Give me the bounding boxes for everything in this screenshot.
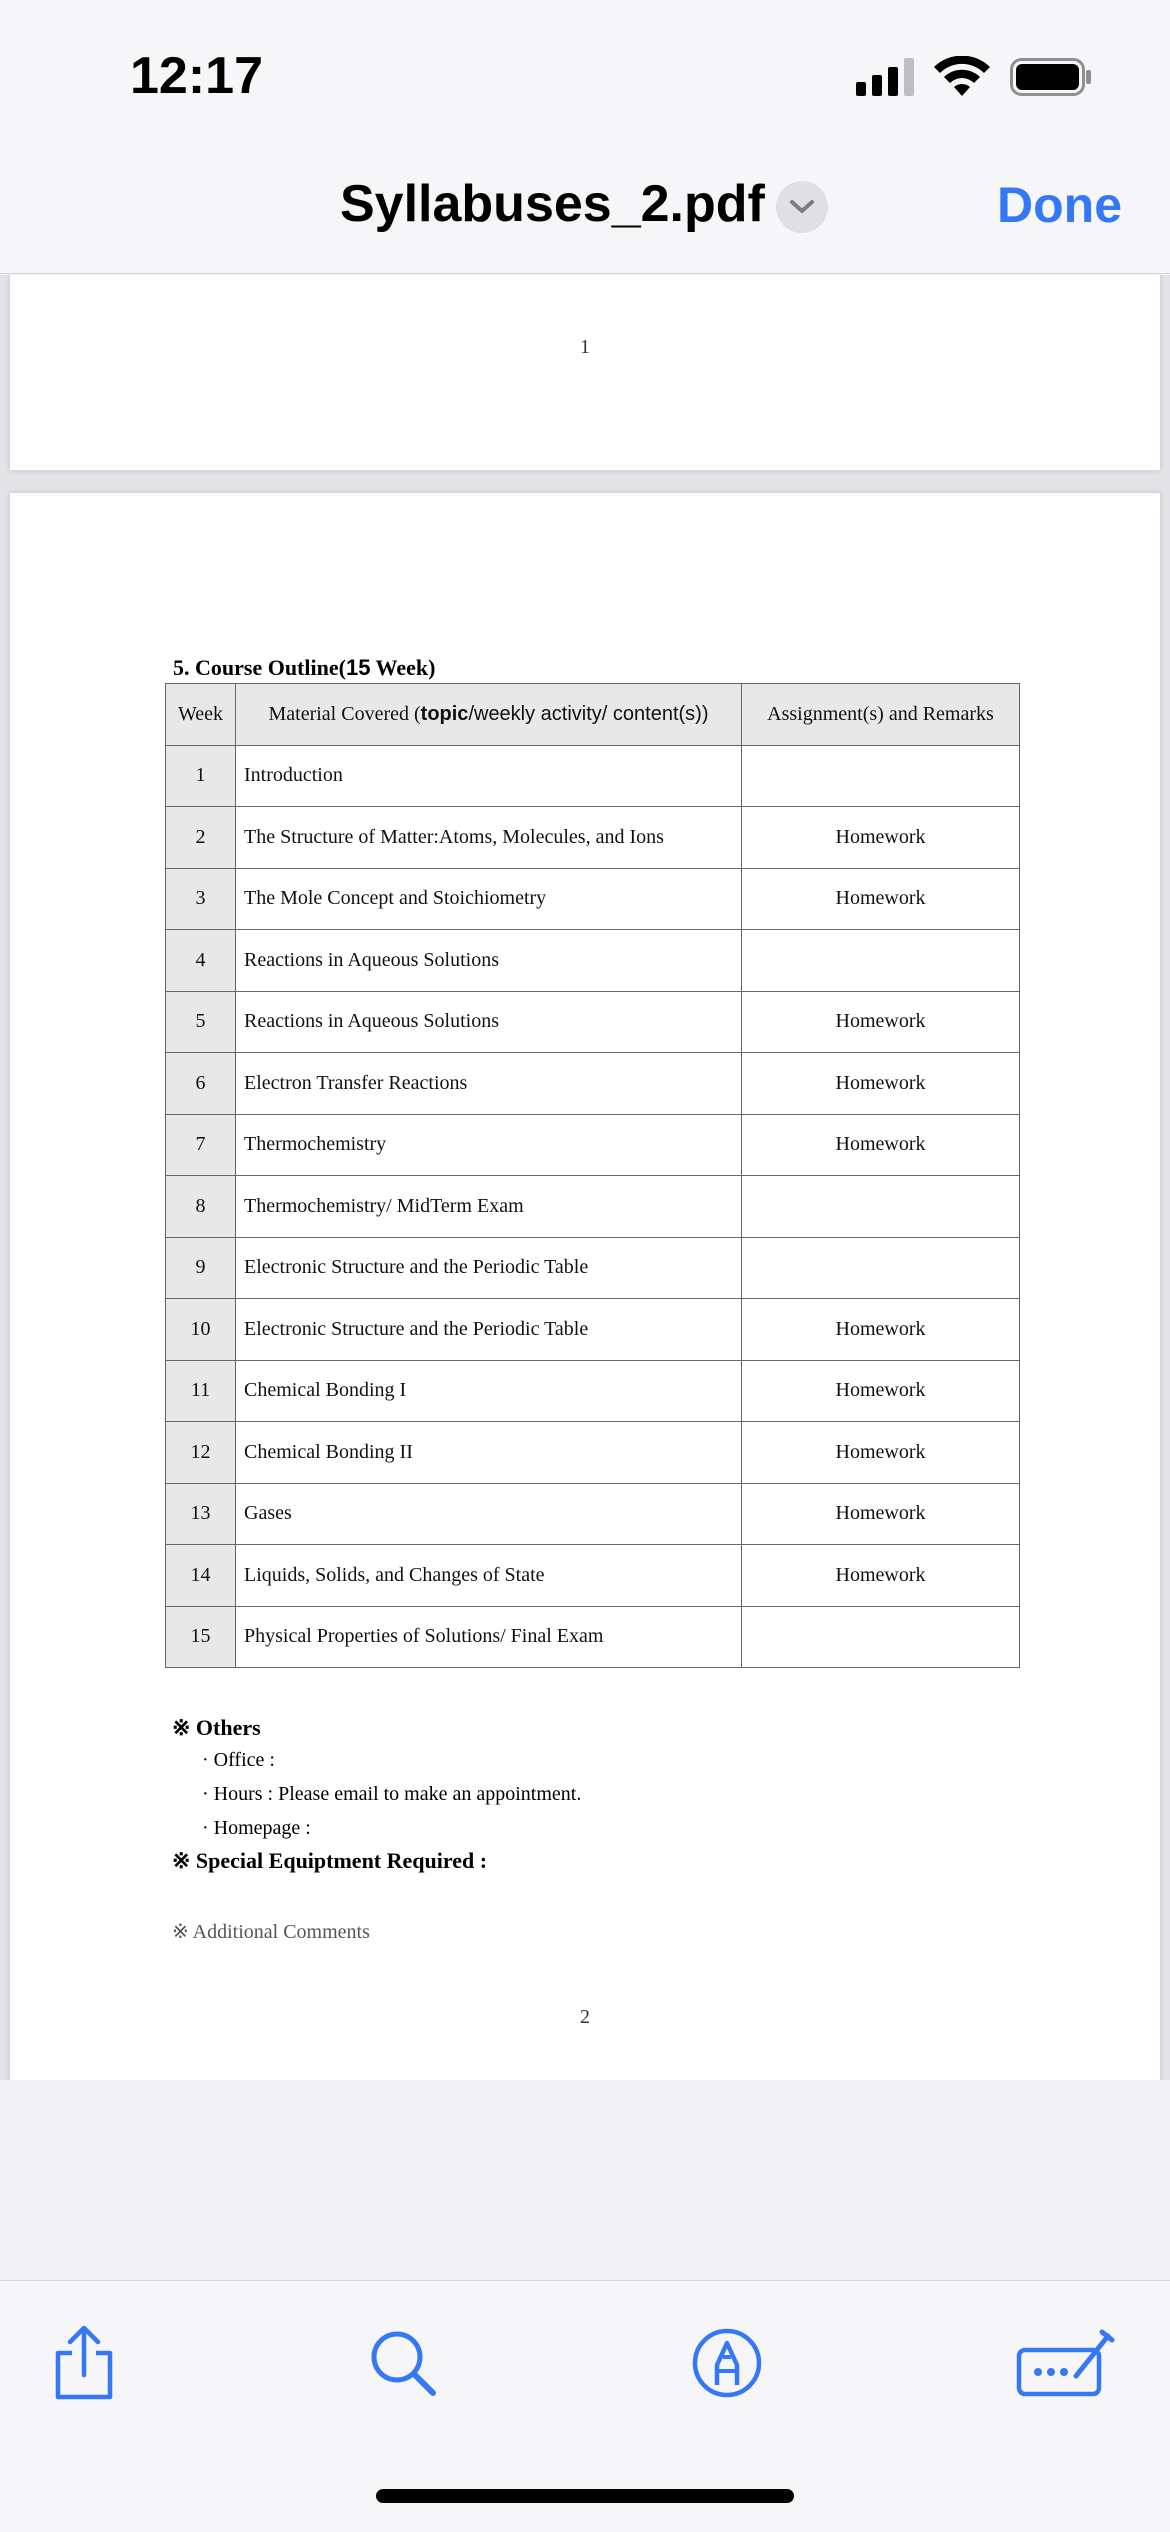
cell-material: Electronic Structure and the Periodic Table — [236, 1299, 742, 1361]
cell-material: Physical Properties of Solutions/ Final Exam — [236, 1606, 742, 1668]
table-row — [166, 991, 1020, 1053]
table-row — [166, 1299, 1020, 1361]
done-button[interactable]: Done — [997, 177, 1122, 233]
share-icon — [52, 2323, 116, 2403]
cell-week: 2 — [166, 807, 236, 869]
homepage-line: · Homepage : — [202, 1817, 311, 1839]
cell-material: Thermochemistry/ MidTerm Exam — [236, 1176, 742, 1238]
table-header-row — [166, 684, 1020, 746]
table-row — [166, 1545, 1020, 1607]
navigation-bar — [0, 150, 1170, 274]
search-button[interactable] — [363, 2323, 443, 2403]
cell-material: Gases — [236, 1483, 742, 1545]
pdf-page-2 — [10, 493, 1160, 2080]
cell-remarks: Homework — [742, 807, 1020, 869]
cell-material: Introduction — [236, 745, 742, 807]
cell-remarks — [742, 1606, 1020, 1668]
page-number: 1 — [580, 336, 590, 358]
cell-remarks: Homework — [742, 1299, 1020, 1361]
table-row — [166, 1237, 1020, 1299]
office-line: · Office : — [202, 1749, 275, 1771]
cell-remarks: Homework — [742, 1114, 1020, 1176]
cell-week: 15 — [166, 1606, 236, 1668]
cell-week: 6 — [166, 1053, 236, 1115]
battery-icon — [1010, 58, 1092, 96]
cellular-signal-icon — [856, 58, 916, 96]
cell-remarks: Homework — [742, 1422, 1020, 1484]
table-row — [166, 1360, 1020, 1422]
cell-week: 14 — [166, 1545, 236, 1607]
cell-remarks: Homework — [742, 1545, 1020, 1607]
document-viewer[interactable] — [0, 275, 1170, 2080]
title-menu-button[interactable] — [776, 181, 828, 233]
cell-material: Reactions in Aqueous Solutions — [236, 930, 742, 992]
page-number: 2 — [580, 2006, 590, 2028]
cell-material: Chemical Bonding I — [236, 1360, 742, 1422]
cell-material: The Mole Concept and Stoichiometry — [236, 868, 742, 930]
course-outline-title: 5. Course Outline(15 Week) — [173, 655, 436, 680]
search-icon — [367, 2327, 439, 2399]
cell-week: 12 — [166, 1422, 236, 1484]
cell-material: The Structure of Matter:Atoms, Molecules, and Ions — [236, 807, 742, 869]
cell-material: Thermochemistry — [236, 1114, 742, 1176]
course-outline-table — [165, 683, 1020, 1668]
table-row — [166, 1422, 1020, 1484]
cell-week: 10 — [166, 1299, 236, 1361]
cell-week: 13 — [166, 1483, 236, 1545]
cell-week: 5 — [166, 991, 236, 1053]
cell-week: 11 — [166, 1360, 236, 1422]
cell-remarks — [742, 1176, 1020, 1238]
cell-week: 3 — [166, 868, 236, 930]
header-material: Material Covered (topic/weekly activity/ content(s)) — [236, 684, 742, 746]
table-row — [166, 1606, 1020, 1668]
header-remarks: Assignment(s) and Remarks — [742, 684, 1020, 746]
wifi-icon — [934, 56, 990, 98]
table-row — [166, 868, 1020, 930]
cell-material: Chemical Bonding II — [236, 1422, 742, 1484]
cell-remarks: Homework — [742, 1053, 1020, 1115]
others-heading: ※ Others — [172, 1715, 261, 1740]
document-title[interactable]: Syllabuses_2.pdf — [340, 175, 765, 233]
table-row — [166, 1176, 1020, 1238]
table-row — [166, 745, 1020, 807]
cell-week: 4 — [166, 930, 236, 992]
cell-remarks: Homework — [742, 991, 1020, 1053]
cell-week: 1 — [166, 745, 236, 807]
pdf-page-1 — [10, 275, 1160, 470]
status-bar — [0, 0, 1170, 150]
cell-material: Liquids, Solids, and Changes of State — [236, 1545, 742, 1607]
cell-remarks — [742, 930, 1020, 992]
header-week: Week — [166, 684, 236, 746]
chevron-down-icon — [789, 199, 815, 215]
table-row — [166, 1114, 1020, 1176]
special-equipment-heading: ※ Special Equiptment Required : — [172, 1848, 488, 1873]
hours-line: · Hours : Please email to make an appointment. — [202, 1783, 582, 1805]
markup-icon — [691, 2327, 763, 2399]
table-row — [166, 1053, 1020, 1115]
table-row — [166, 1483, 1020, 1545]
cell-remarks: Homework — [742, 868, 1020, 930]
home-indicator — [376, 2489, 794, 2503]
cell-remarks: Homework — [742, 1483, 1020, 1545]
additional-comments: ※ Additional Comments — [172, 1921, 370, 1943]
markup-button[interactable] — [687, 2323, 767, 2403]
table-row — [166, 807, 1020, 869]
cell-week: 7 — [166, 1114, 236, 1176]
cell-week: 8 — [166, 1176, 236, 1238]
cell-material: Electron Transfer Reactions — [236, 1053, 742, 1115]
cell-remarks — [742, 1237, 1020, 1299]
cell-remarks: Homework — [742, 1360, 1020, 1422]
table-row — [166, 930, 1020, 992]
share-button[interactable] — [44, 2323, 124, 2403]
status-time: 12:17 — [130, 47, 263, 105]
cell-week: 9 — [166, 1237, 236, 1299]
cell-material: Reactions in Aqueous Solutions — [236, 991, 742, 1053]
cell-remarks — [742, 745, 1020, 807]
signature-icon — [1016, 2328, 1116, 2398]
signature-button[interactable] — [1014, 2323, 1118, 2403]
cell-material: Electronic Structure and the Periodic Table — [236, 1237, 742, 1299]
